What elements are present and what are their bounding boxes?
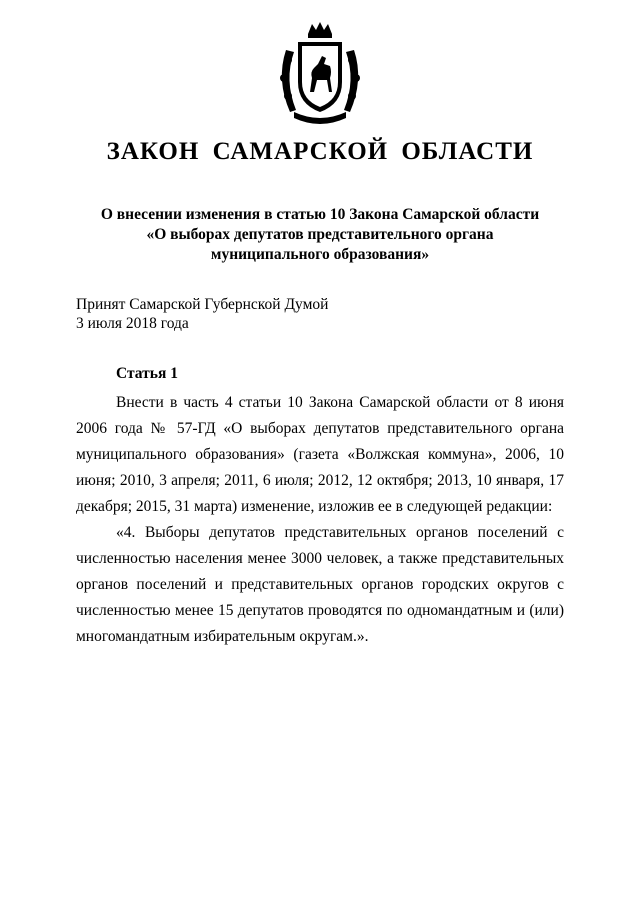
adoption-note bbox=[76, 295, 328, 333]
subtitle-line: муниципального образования» bbox=[210, 246, 430, 263]
article-body bbox=[76, 390, 564, 650]
paragraph: «4. Выборы депутатов представительных органов поселений с численностью населения менее 3000 человек, а также представительных органов поселений и представительных органов городских округов с численностью менее 15 депутатов проводятся по одномандатным и (или) многомандатным избирательным округам.». bbox=[76, 524, 564, 645]
adoption-body: Принят Самарской Губернской Думой bbox=[76, 296, 329, 313]
coat-of-arms-icon bbox=[272, 20, 368, 130]
adoption-date: 3 июля 2018 года bbox=[76, 315, 189, 332]
subtitle-line: «О выборах депутатов представительного органа bbox=[146, 226, 494, 243]
paragraph: Внести в часть 4 статьи 10 Закона Самарской области от 8 июня 2006 года № 57-ГД «О выборах депутатов представительного органа муниципального образования» (газета «Волжская коммуна», 2006, 10 июня; 2010, 3 апреля; 2011, 6 июля; 2012, 12 октября; 2013, 10 января, 17 декабря; 2015, 31 марта) изменение, изложив ее в следующей редакции: bbox=[76, 394, 564, 515]
document-title: ЗАКОН САМАРСКОЙ ОБЛАСТИ bbox=[106, 138, 534, 165]
document-subtitle bbox=[0, 205, 640, 265]
subtitle-line: О внесении изменения в статью 10 Закона Самарской области bbox=[100, 206, 540, 223]
article-heading: Статья 1 bbox=[116, 365, 178, 382]
